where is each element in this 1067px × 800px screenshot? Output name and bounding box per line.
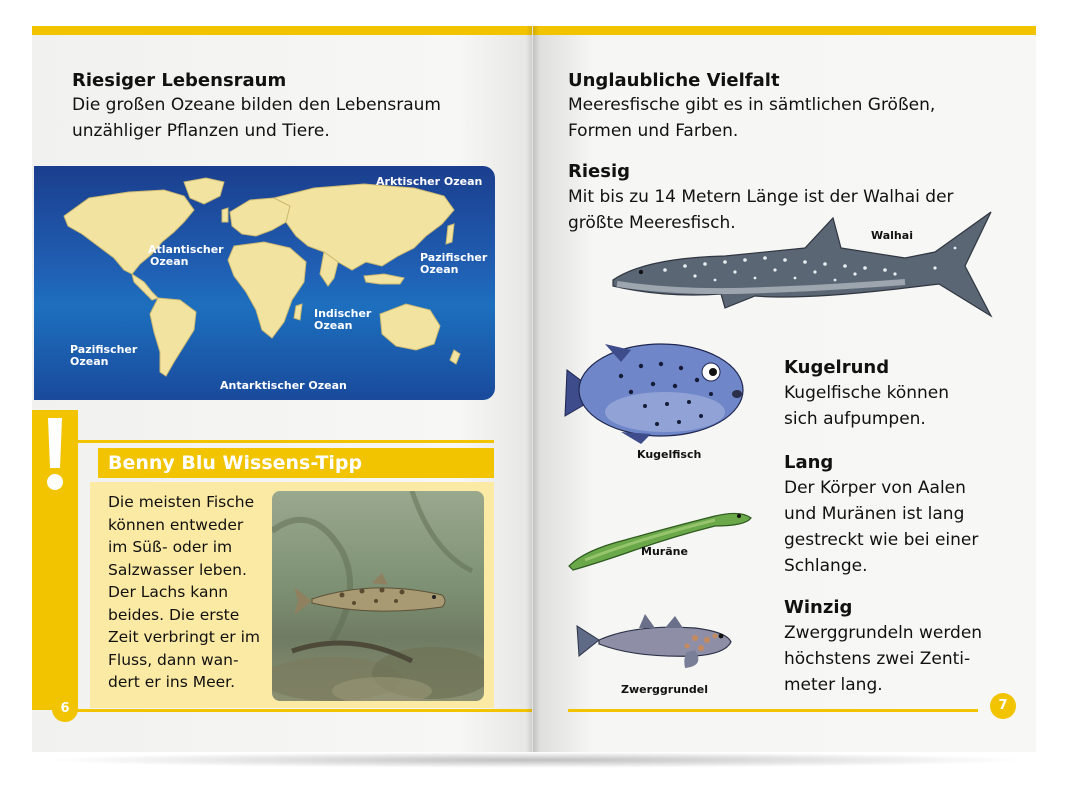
page-number-right: 7 [990,693,1016,719]
left-intro-line: Die großen Ozeane bilden den Lebensraum [72,95,441,115]
riesig-line: Mit bis zu 14 Metern Länge ist der Walhai der [568,187,954,207]
kugelrund-text [784,380,949,432]
label-indian-line2: Ozean [314,319,353,332]
label-pacific-east [420,252,487,276]
new-zealand-shape [450,350,460,364]
right-heading: Unglaubliche Vielfalt [568,70,780,91]
lang-line: gestreckt wie bei einer [784,530,979,550]
tip-text-line: Der Lachs kann [108,583,229,601]
greenland-shape [184,178,224,204]
label-antarctic: Antarktischer Ozean [220,379,347,392]
page-number-left: 6 [52,696,78,722]
top-accent-bar [32,26,532,35]
muraene-label: Muräne [641,545,688,558]
tip-text-line: Zeit verbringt er im [108,628,260,646]
africa-shape [228,242,306,338]
label-indian [314,308,371,332]
bottom-line [568,709,978,712]
goby-illustration [575,610,735,670]
lang-line: und Muränen ist lang [784,504,965,524]
label-atlantic [148,244,224,268]
tip-text-line: dert er ins Meer. [108,673,236,691]
walhai-label: Walhai [871,229,913,242]
right-intro [568,92,935,144]
right-intro-line: Formen und Farben. [568,121,739,141]
label-pacific-east-line2: Ozean [420,263,459,276]
lang-line: Der Körper von Aalen [784,478,966,498]
winzig-heading: Winzig [784,597,853,618]
tip-text [108,491,278,694]
left-intro-line: unzähliger Pflanzen und Tiere. [72,121,330,141]
salmon-illustration [272,491,484,701]
left-page [32,26,532,752]
left-heading: Riesiger Lebensraum [72,70,287,91]
label-atlantic-line2: Ozean [150,255,189,268]
winzig-line: höchstens zwei Zenti- [784,649,971,669]
kugelrund-line: Kugelfische können [784,383,950,403]
whale-shark-illustration [605,208,995,318]
lang-heading: Lang [784,452,834,473]
tip-text-line: beides. Die erste [108,605,240,624]
salmon-photo [272,491,484,701]
bottom-line [72,709,532,712]
tip-title: Benny Blu Wissens-Tipp [98,448,494,478]
madagascar-shape [294,304,302,320]
tip-top-line [78,440,494,443]
south-america-shape [150,298,196,376]
japan-shape [446,224,454,244]
kugelfisch-label: Kugelfisch [637,448,702,461]
right-page [533,26,1036,752]
tip-text-line: Fluss, dann wan- [108,650,239,669]
label-pacific-west-line1: Pazifischer [70,343,138,356]
lang-line: Schlange. [784,556,868,576]
world-map [34,166,495,400]
kugelrund-line: sich aufpumpen. [784,409,926,429]
tip-text-line: im Süß- oder im [108,538,233,556]
riesig-heading: Riesig [568,161,631,182]
book-shadow [40,752,1030,768]
label-indian-line1: Indischer [314,307,372,320]
top-accent-bar [533,26,1036,35]
uk-shape [222,208,228,222]
winzig-text [784,620,982,698]
lang-text [784,475,978,579]
label-pacific-west-line2: Ozean [70,355,109,368]
moray-illustration [565,496,755,572]
europe-shape [230,198,290,236]
exclamation-icon [40,416,70,496]
winzig-line: Zwerggrundeln werden [784,623,983,643]
label-pacific-east-line1: Pazifischer [420,251,488,264]
central-america-shape [132,274,158,300]
indonesia-shape [364,274,404,284]
zwerggrundel-label: Zwerggrundel [621,683,708,696]
label-pacific-west [70,344,137,368]
left-intro [72,92,441,144]
tip-text-line: können entweder [108,515,244,534]
riesig-line: größte Meeresfisch. [568,213,736,233]
label-arctic: Arktischer Ozean [376,175,483,188]
label-atlantic-line1: Atlantischer [148,243,224,256]
tip-text-line: Die meisten Fische [108,493,255,511]
winzig-line: meter lang. [784,675,883,695]
pufferfish-illustration [561,336,751,446]
tip-text-line: Salzwasser leben. [108,560,247,579]
kugelrund-heading: Kugelrund [784,357,890,378]
australia-shape [380,304,440,350]
book-gutter [526,26,540,752]
right-intro-line: Meeresfische gibt es in sämtlichen Größen, [568,95,936,115]
